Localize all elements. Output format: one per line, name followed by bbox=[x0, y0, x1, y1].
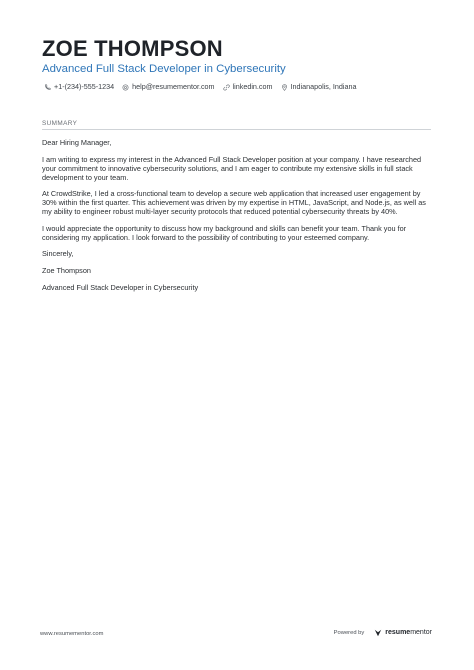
footer-powered-by bbox=[334, 629, 432, 637]
section-divider bbox=[42, 129, 431, 130]
section-heading-summary: SUMMARY bbox=[42, 120, 78, 127]
resumementor-logo-icon bbox=[374, 629, 382, 637]
letter-greeting: Dear Hiring Manager, bbox=[42, 138, 112, 147]
location-pin-icon bbox=[281, 84, 288, 91]
contact-location-text: Indianapolis, Indiana bbox=[290, 82, 357, 91]
contact-bar bbox=[44, 82, 364, 92]
candidate-title: Advanced Full Stack Developer in Cybersecurity bbox=[42, 63, 286, 75]
email-icon bbox=[122, 84, 129, 91]
letter-paragraph-1: I am writing to express my interest in the Advanced Full Stack Developer position at your company. I have researched your commitment to innovative cybersecurity solutions, and I am eager to contribute my extensive skills in full stack development to your team. bbox=[42, 154, 422, 182]
contact-phone bbox=[44, 82, 114, 92]
letter-paragraph-3: I would appreciate the opportunity to discuss how my background and skills can benefit your team. Thank you for considering my application. I look forward to the possibility of contributing to your esteemed company. bbox=[42, 223, 407, 242]
brand-name[interactable] bbox=[385, 629, 432, 637]
contact-email[interactable] bbox=[122, 82, 214, 92]
contact-linkedin-text[interactable]: linkedin.com bbox=[232, 82, 273, 91]
brand-name-part2: mentor bbox=[410, 629, 432, 636]
signature-title: Advanced Full Stack Developer in Cybersecurity bbox=[42, 282, 199, 292]
powered-by-label: Powered by bbox=[333, 630, 365, 636]
contact-email-text[interactable]: help@resumementor.com bbox=[132, 82, 215, 91]
letter-closing: Sincerely, bbox=[42, 249, 74, 258]
signature-name: Zoe Thompson bbox=[42, 265, 91, 275]
letter-paragraph-2: At CrowdStrike, I led a cross-functional team to develop a secure web application that increased user engagement by 30% within the first quarter. This achievement was driven by my expertise in HTML, JavaScript, and Node.js, as well as my ability to engineer robust multi-layer security protocols that reduced potential cybersecurity threats by 40%. bbox=[42, 189, 426, 216]
contact-phone-text: +1-(234)-555-1234 bbox=[54, 82, 115, 91]
phone-icon bbox=[44, 84, 51, 91]
footer-website[interactable]: www.resumementor.com bbox=[40, 631, 104, 637]
letter-body bbox=[42, 138, 434, 299]
contact-location bbox=[281, 82, 357, 92]
brand-name-part1: resume bbox=[385, 629, 411, 636]
contact-linkedin[interactable] bbox=[223, 82, 273, 92]
candidate-name: ZOE THOMPSON bbox=[42, 36, 223, 61]
link-icon bbox=[223, 84, 230, 91]
